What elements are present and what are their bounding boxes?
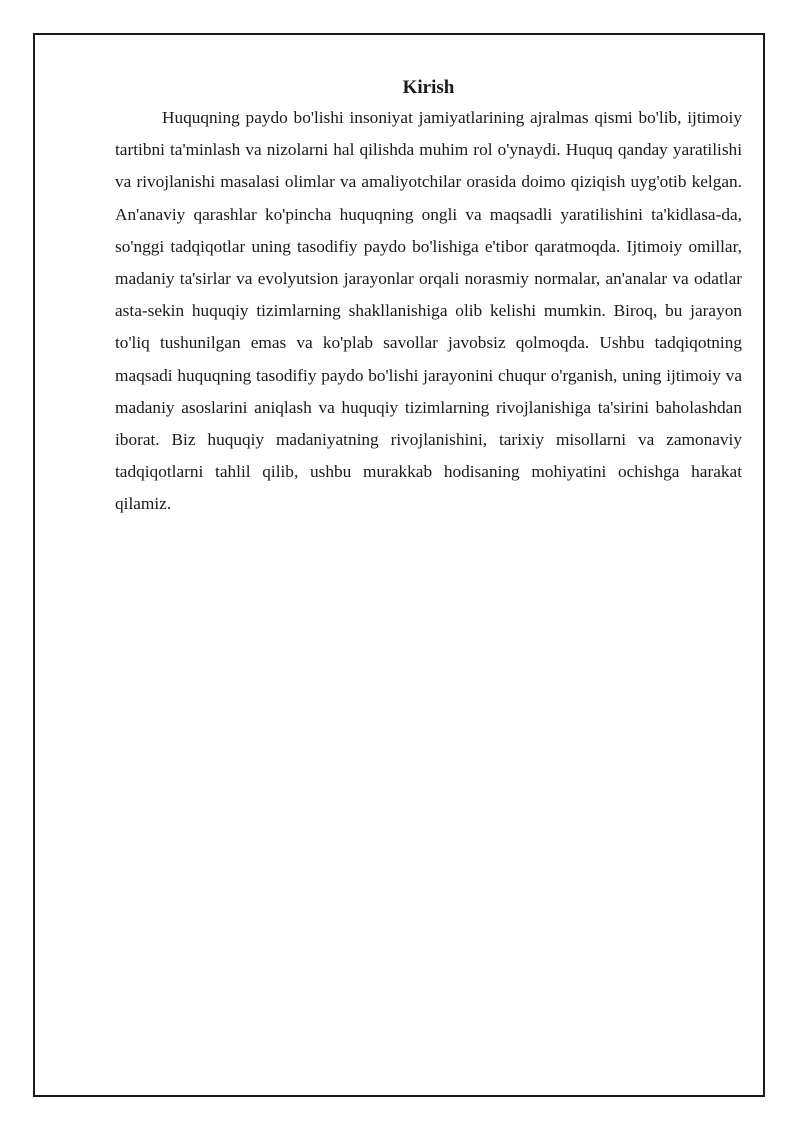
- body-paragraph: Huquqning paydo bo'lishi insoniyat jamiyatlarining ajralmas qismi bo'lib, ijtimoiy tartibni ta'minlash va nizolarni hal qilishda muhim rol o'ynaydi. Huquq qanday yaratilishi va rivojlanishi masalasi olimlar va amaliyotchilar orasida doimo qiziqish uyg'otib kelgan. An'anaviy qarashlar ko'pincha huquqning ongli va maqsadli yaratilishini ta'kidlasa-da, so'nggi tadqiqotlar uning tasodifiy paydo bo'lishiga e'tibor qaratmoqda. Ijtimoiy omillar, madaniy ta'sirlar va evolyutsion jarayonlar orqali norasmiy normalar, an'analar va odatlar asta-sekin huquqiy tizimlarning shakllanishiga olib kelishi mumkin. Biroq, bu jarayon to'liq tushunilgan emas va ko'plab savollar javobsiz qolmoqda. Ushbu tadqiqotning maqsadi huquqning tasodifiy paydo bo'lishi jarayonini chuqur o'rganish, uning ijtimoiy va madaniy asoslarini aniqlash va huquqiy tizimlarning rivojlanishiga ta'sirini baholashdan iborat. Biz huquqiy madaniyatning rivojlanishini, tarixiy misollarni va zamonaviy tadqiqotlarni tahlil qilib, ushbu murakkab hodisaning mohiyatini ochishga harakat qilamiz.: [115, 108, 742, 514]
- section-heading: Kirish: [402, 77, 455, 98]
- page-content: [115, 74, 742, 521]
